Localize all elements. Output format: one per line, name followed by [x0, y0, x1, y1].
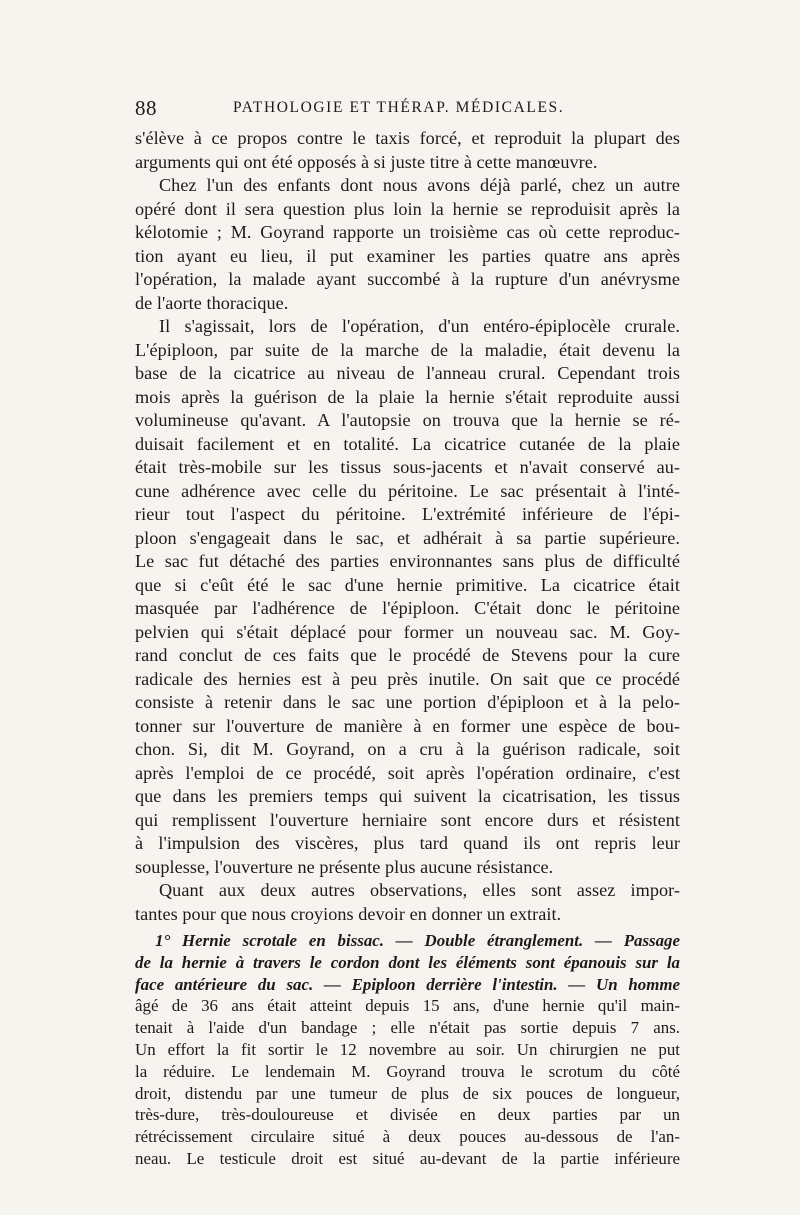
text-line: rieur tout l'aspect du péritoine. L'extrémité inférieure de l'épi- [135, 504, 680, 524]
case-text-line: droit, distendu par une tumeur de plus de six pouces de longueur, [135, 1083, 680, 1103]
case-text-line: Un effort la fit sortir le 12 novembre au soir. Un chirurgien ne put [135, 1039, 680, 1059]
text-line: Chez l'un des enfants dont nous avons déjà parlé, chez un autre [159, 175, 680, 195]
case-text-line: tenait à l'aide d'un bandage ; elle n'était pas sortie depuis 7 ans. [135, 1018, 680, 1038]
text-line: chon. Si, dit M. Goyrand, on a cru à la guérison radicale, soit [135, 739, 680, 759]
text-line: duisait facilement et en totalité. La cicatrice cutanée de la plaie [135, 433, 680, 454]
text-line: masquée par l'adhérence de l'épiploon. C'était donc le péritoine [135, 598, 680, 618]
text-line: tion ayant eu lieu, il put examiner les parties quatre ans après [135, 245, 680, 266]
text-line: s'élève à ce propos contre le taxis forcé, et reproduit la plupart des [135, 128, 680, 148]
running-title: PATHOLOGIE ET THÉRAP. MÉDICALES. [233, 99, 565, 116]
text-line: était très-mobile sur les tissus sous-jacents et n'avait conservé au- [135, 457, 680, 477]
case-text-line: de la hernie à travers le cordon dont les éléments sont épanouis sur la [135, 952, 680, 972]
text-line: tonner sur l'ouverture de manière à en former une espèce de bou- [135, 715, 680, 736]
article-body [135, 127, 680, 1170]
text-line: kélotomie ; M. Goyrand rapporte un troisième cas où cette reproduc- [135, 222, 680, 242]
text-line: qui remplissent l'ouverture herniaire sont encore durs et résistent [135, 809, 680, 830]
text-line: pelvien qui s'était déplacé pour former un nouveau sac. M. Goy- [135, 621, 680, 642]
page-number: 88 [135, 96, 157, 120]
text-line: base de la cicatrice au niveau de l'anneau crural. Cependant trois [135, 363, 680, 383]
case-text-line: 1° Hernie scrotale en bissac. — Double étranglement. — Passage [155, 931, 680, 950]
text-line: tantes pour que nous croyions devoir en donner un extrait. [135, 903, 562, 924]
text-line: que dans les premiers temps qui suivent la cicatrisation, les tissus [135, 786, 680, 806]
case-text-line: très-dure, très-douloureuse et divisée en deux parties par un [135, 1105, 680, 1125]
text-line: opéré dont il sera question plus loin la hernie se reproduisit après la [135, 198, 680, 219]
text-line: radicale des hernies est à peu près inutile. On sait que ce procédé [135, 668, 680, 689]
running-head [135, 96, 680, 124]
text-line: ploon s'engageait dans le sac, et adhérait à sa partie supérieure. [135, 527, 680, 548]
text-line: de l'aorte thoracique. [135, 292, 289, 313]
text-line: volumineuse qu'avant. A l'autopsie on trouva que la hernie se ré- [135, 410, 680, 430]
text-line: consiste à retenir dans le sac une portion d'épiploon et à la pelo- [135, 692, 680, 712]
text-line: l'opération, la malade ayant succombé à la rupture d'un anévrysme [135, 269, 680, 289]
text-line: Quant aux deux autres observations, elles sont assez impor- [159, 880, 680, 900]
case-text-line: la réduire. Le lendemain M. Goyrand trouva le scrotum du côté [135, 1061, 680, 1081]
main-text [135, 127, 680, 926]
text-line: souplesse, l'ouverture ne présente plus aucune résistance. [135, 856, 554, 877]
text-line: après l'emploi de ce procédé, soit après l'opération ordinaire, c'est [135, 762, 680, 783]
text-line: L'épiploon, par suite de la marche de la maladie, était devenu la [135, 339, 680, 360]
text-line: arguments qui ont été opposés à si juste titre à cette manœuvre. [135, 151, 598, 172]
text-line: rand conclut de ces faits que le procédé de Stevens pour la cure [135, 645, 680, 665]
text-line: mois après la guérison de la plaie la hernie s'était reproduite aussi [135, 386, 680, 407]
text-line: Le sac fut détaché des parties environnantes sans plus de difficulté [135, 551, 680, 571]
text-line: cune adhérence avec celle du péritoine. Le sac présentait à l'inté- [135, 480, 680, 501]
text-line: Il s'agissait, lors de l'opération, d'un entéro-épiplocèle crurale. [159, 316, 680, 336]
case-observation [135, 930, 680, 1170]
case-text-line: rétrécissement circulaire situé à deux pouces au-dessous de l'an- [135, 1127, 680, 1147]
text-line: que si c'eût été le sac d'une hernie primitive. La cicatrice était [135, 574, 680, 595]
case-text-line: neau. Le testicule droit est situé au-devant de la partie inférieure [135, 1148, 680, 1168]
text-line: à l'impulsion des viscères, plus tard quand ils ont repris leur [135, 833, 680, 853]
case-text-line: âgé de 36 ans était atteint depuis 15 ans, d'une hernie qu'il main- [135, 996, 680, 1016]
case-text-line: face antérieure du sac. — Epiploon derrière l'intestin. — Un homme [135, 974, 680, 994]
